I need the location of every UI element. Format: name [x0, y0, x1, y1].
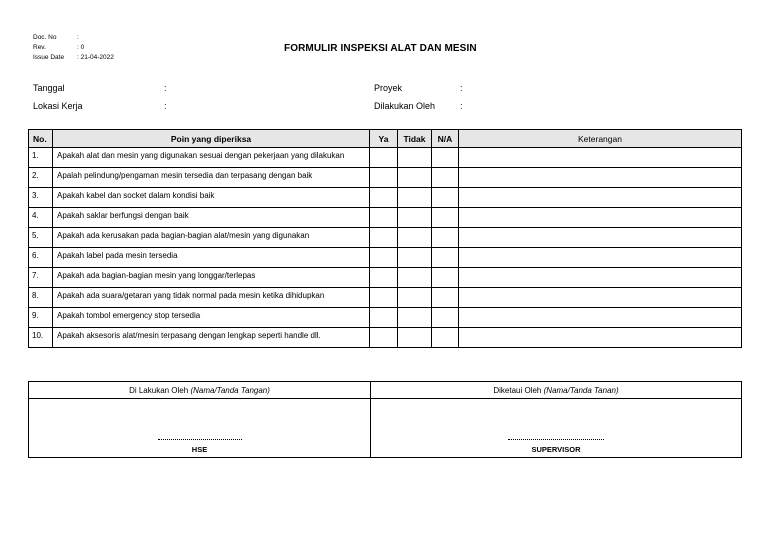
header-poin: Poin yang diperiksa	[53, 130, 370, 148]
signature-line	[158, 439, 242, 440]
ya-cell[interactable]	[370, 248, 398, 268]
keterangan-cell[interactable]	[459, 308, 742, 328]
keterangan-cell[interactable]	[459, 188, 742, 208]
row-number: 10.	[29, 328, 53, 348]
keterangan-cell[interactable]	[459, 168, 742, 188]
row-number: 1.	[29, 148, 53, 168]
tidak-cell[interactable]	[398, 268, 432, 288]
table-row	[29, 288, 742, 308]
row-number: 7.	[29, 268, 53, 288]
table-row	[29, 168, 742, 188]
doc-no-label: Doc. No	[33, 34, 57, 41]
table-row	[29, 228, 742, 248]
row-text: Apalah pelindung/pengaman mesin tersedia dan terpasang dengan baik	[53, 168, 370, 188]
issue-date-row	[33, 53, 114, 63]
proyek-label: Proyek	[374, 83, 403, 93]
ya-cell[interactable]	[370, 228, 398, 248]
table-row	[29, 208, 742, 228]
dilakukan-label: Dilakukan Oleh	[374, 101, 436, 111]
na-cell[interactable]	[432, 288, 459, 308]
table-row	[29, 248, 742, 268]
ya-cell[interactable]	[370, 168, 398, 188]
lokasi-label: Lokasi Kerja	[33, 101, 83, 111]
row-text: Apakah alat dan mesin yang digunakan sesuai dengan pekerjaan yang dilakukan	[53, 148, 370, 168]
table-row	[29, 148, 742, 168]
signature-table	[28, 381, 742, 458]
row-number: 8.	[29, 288, 53, 308]
hse-label: HSE	[191, 445, 208, 454]
na-cell[interactable]	[432, 228, 459, 248]
left-head-text: Di Lakukan Oleh	[129, 385, 189, 395]
keterangan-cell[interactable]	[459, 228, 742, 248]
signature-line	[508, 439, 604, 440]
tidak-cell[interactable]	[398, 228, 432, 248]
row-text: Apakah aksesoris alat/mesin terpasang dengan lengkap seperti handle dll.	[53, 328, 370, 348]
row-text: Apakah ada suara/getaran yang tidak normal pada mesin ketika dihidupkan	[53, 288, 370, 308]
table-row	[29, 188, 742, 208]
row-number: 9.	[29, 308, 53, 328]
row-text: Apakah ada kerusakan pada bagian-bagian alat/mesin yang digunakan	[53, 228, 370, 248]
rev-row	[33, 43, 114, 53]
header-keterangan: Keterangan	[459, 130, 742, 148]
header-no: No.	[29, 130, 53, 148]
dilakukan-colon: :	[460, 101, 463, 111]
signature-left-header	[29, 382, 371, 399]
keterangan-cell[interactable]	[459, 288, 742, 308]
table-row	[29, 308, 742, 328]
tidak-cell[interactable]	[398, 288, 432, 308]
signature-body-row	[29, 399, 742, 458]
ya-cell[interactable]	[370, 328, 398, 348]
keterangan-cell[interactable]	[459, 248, 742, 268]
ya-cell[interactable]	[370, 288, 398, 308]
row-number: 3.	[29, 188, 53, 208]
issue-date-label: Issue Date	[33, 54, 65, 61]
header-tidak: Tidak	[398, 130, 432, 148]
rev-value: : 0	[77, 44, 85, 51]
table-header-row	[29, 130, 742, 148]
row-number: 2.	[29, 168, 53, 188]
row-text: Apakah kabel dan socket dalam kondisi baik	[53, 188, 370, 208]
header-ya: Ya	[370, 130, 398, 148]
signature-right-header	[371, 382, 742, 399]
na-cell[interactable]	[432, 188, 459, 208]
tidak-cell[interactable]	[398, 148, 432, 168]
na-cell[interactable]	[432, 168, 459, 188]
tidak-cell[interactable]	[398, 208, 432, 228]
signature-left-box[interactable]	[29, 399, 371, 458]
supervisor-label: SUPERVISOR	[531, 445, 581, 454]
keterangan-cell[interactable]	[459, 268, 742, 288]
table-row	[29, 268, 742, 288]
right-head-text: Diketaui Oleh	[493, 385, 542, 395]
na-cell[interactable]	[432, 328, 459, 348]
row-text: Apakah saklar berfungsi dengan baik	[53, 208, 370, 228]
signature-header-row	[29, 382, 742, 399]
tidak-cell[interactable]	[398, 308, 432, 328]
ya-cell[interactable]	[370, 268, 398, 288]
ya-cell[interactable]	[370, 148, 398, 168]
tidak-cell[interactable]	[398, 328, 432, 348]
ya-cell[interactable]	[370, 308, 398, 328]
row-text: Apakah label pada mesin tersedia	[53, 248, 370, 268]
header-na: N/A	[432, 130, 459, 148]
rev-label: Rev.	[33, 44, 46, 51]
ya-cell[interactable]	[370, 208, 398, 228]
na-cell[interactable]	[432, 308, 459, 328]
page-title: FORMULIR INSPEKSI ALAT DAN MESIN	[284, 43, 477, 54]
inspection-table	[28, 129, 742, 348]
doc-no-row	[33, 33, 114, 43]
na-cell[interactable]	[432, 148, 459, 168]
tidak-cell[interactable]	[398, 188, 432, 208]
row-text: Apakah ada bagian-bagian mesin yang longgar/terlepas	[53, 268, 370, 288]
row-text: Apakah tombol emergency stop tersedia	[53, 308, 370, 328]
left-head-italic: (Nama/Tanda Tangan)	[190, 385, 270, 395]
ya-cell[interactable]	[370, 188, 398, 208]
tanggal-label: Tanggal	[33, 83, 65, 93]
keterangan-cell[interactable]	[459, 148, 742, 168]
na-cell[interactable]	[432, 268, 459, 288]
doc-meta	[33, 33, 114, 63]
issue-date-value: : 21-04-2022	[77, 54, 114, 61]
row-number: 4.	[29, 208, 53, 228]
na-cell[interactable]	[432, 248, 459, 268]
proyek-colon: :	[460, 83, 463, 93]
keterangan-cell[interactable]	[459, 328, 742, 348]
signature-right-box[interactable]	[371, 399, 742, 458]
lokasi-colon: :	[164, 101, 167, 111]
right-head-italic: (Nama/Tanda Tanan)	[543, 385, 619, 395]
keterangan-cell[interactable]	[459, 208, 742, 228]
doc-no-value: :	[77, 34, 79, 41]
na-cell[interactable]	[432, 208, 459, 228]
tanggal-colon: :	[164, 83, 167, 93]
tidak-cell[interactable]	[398, 168, 432, 188]
row-number: 6.	[29, 248, 53, 268]
row-number: 5.	[29, 228, 53, 248]
tidak-cell[interactable]	[398, 248, 432, 268]
table-row	[29, 328, 742, 348]
